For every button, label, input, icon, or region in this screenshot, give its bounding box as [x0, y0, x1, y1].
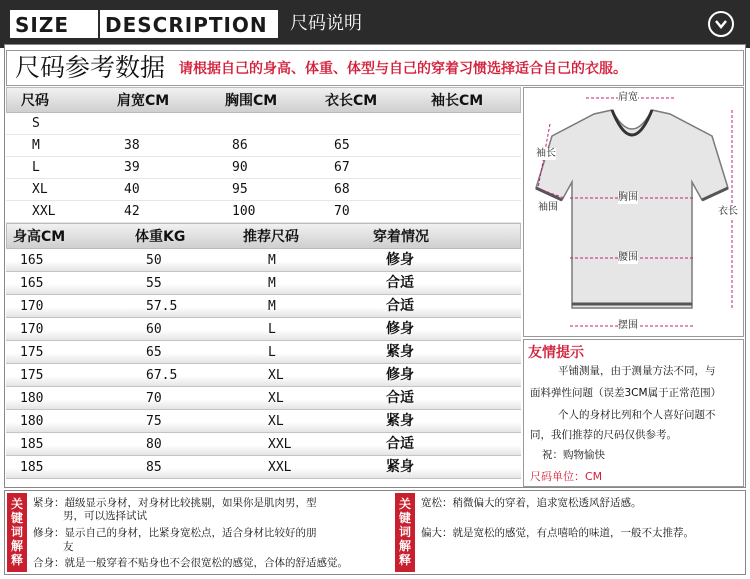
table-row: [6, 318, 521, 341]
col-header: 衣长CM: [325, 93, 378, 109]
table-cell: XL: [32, 182, 48, 197]
table-row: [6, 295, 521, 318]
table-cell: 修身: [386, 321, 414, 337]
table-cell: 合适: [386, 436, 414, 452]
keyword-line: 合身：就是一般穿着不贴身也不会很宽松的感觉，合体的舒适感觉。: [33, 557, 348, 569]
hem-label: 摆围: [618, 320, 638, 331]
table-cell: 38: [124, 138, 140, 153]
table-cell: XL: [268, 368, 284, 383]
chest-label: 胸围: [618, 192, 638, 203]
col-header: 身高CM: [13, 229, 66, 245]
table-cell: 合适: [386, 298, 414, 314]
table-cell: L: [268, 345, 276, 360]
table-cell: 紧身: [386, 413, 414, 429]
table-cell: 合适: [386, 275, 414, 291]
table-cell: 67: [334, 160, 350, 175]
size-unit: 尺码单位：CM: [530, 470, 603, 483]
table-row: [6, 157, 521, 179]
table-row: [6, 456, 521, 479]
table-cell: 90: [232, 160, 248, 175]
table-cell: 修身: [386, 367, 414, 383]
table-cell: 合适: [386, 390, 414, 406]
cuff-label: 袖围: [538, 202, 558, 213]
table-cell: S: [32, 116, 40, 131]
size-table-body: [6, 113, 521, 223]
header-bar: [0, 0, 750, 48]
badge-char: 释: [10, 553, 23, 567]
fit-table-header: [6, 223, 521, 249]
table-cell: 42: [124, 204, 140, 219]
tips-line: 平铺测量，由于测量方法不同，与: [558, 365, 716, 377]
table-cell: 67.5: [146, 368, 178, 383]
table-row: [6, 433, 521, 456]
table-cell: L: [32, 160, 40, 175]
table-cell: 85: [146, 460, 162, 475]
size-tables: [6, 87, 521, 479]
header-title: 尺码说明: [290, 13, 362, 34]
table-row: [6, 135, 521, 157]
table-cell: 185: [20, 437, 44, 452]
table-cell: XL: [268, 391, 284, 406]
table-cell: 57.5: [146, 299, 178, 314]
table-row: [6, 387, 521, 410]
table-cell: 180: [20, 414, 44, 429]
table-row: [6, 341, 521, 364]
sleeve-label: 袖长: [536, 148, 556, 159]
col-header: 体重KG: [135, 229, 186, 245]
table-cell: M: [32, 138, 40, 153]
waist-label: 腰围: [618, 252, 638, 263]
table-row: [6, 364, 521, 387]
table-cell: 86: [232, 138, 248, 153]
tips-line: 祝：购物愉快: [542, 449, 605, 461]
table-cell: 60: [146, 322, 162, 337]
title-note: 请根据自己的身高、体重、体型与自己的穿着习惯选择适合自己的衣服。: [179, 61, 627, 77]
keyword-badge-right: [395, 493, 415, 572]
table-cell: 紧身: [386, 459, 414, 475]
table-cell: 修身: [386, 252, 414, 268]
table-row: [6, 272, 521, 295]
table-cell: 170: [20, 299, 44, 314]
badge-char: 键: [398, 511, 411, 525]
table-cell: 175: [20, 368, 44, 383]
badge-char: 释: [398, 553, 411, 567]
table-cell: 165: [20, 276, 44, 291]
fit-table-body: [6, 249, 521, 479]
table-cell: XXL: [268, 460, 292, 475]
table-cell: 紧身: [386, 344, 414, 360]
badge-char: 关: [10, 497, 23, 511]
badge-char: 词: [398, 525, 411, 539]
table-cell: 40: [124, 182, 140, 197]
tips-line: 个人的身材比列和个人喜好问题不: [558, 409, 716, 421]
badge-char: 解: [398, 539, 411, 553]
badge-char: 解: [10, 539, 23, 553]
table-cell: XXL: [268, 437, 292, 452]
shoulder-label: 肩宽: [618, 92, 638, 103]
table-cell: XXL: [32, 204, 56, 219]
badge-char: 关: [398, 497, 411, 511]
table-cell: XL: [268, 414, 284, 429]
tips-panel: [523, 339, 744, 487]
table-cell: M: [268, 253, 276, 268]
keyword-line: 修身：显示自己的身材，比紧身宽松点，适合身材比较好的朋: [33, 527, 317, 539]
table-row: [6, 410, 521, 433]
keyword-line: 宽松：稍微偏大的穿着，追求宽松透风舒适感。: [421, 497, 642, 509]
size-word: SIZE: [10, 10, 98, 38]
table-cell: 185: [20, 460, 44, 475]
table-cell: 65: [146, 345, 162, 360]
col-header: 胸围CM: [225, 93, 278, 109]
tips-line: 面料弹性问题（误差3CM属于正常范围）: [530, 387, 722, 399]
table-cell: L: [268, 322, 276, 337]
table-cell: 70: [146, 391, 162, 406]
table-row: [6, 201, 521, 223]
col-header: 袖长CM: [431, 93, 484, 109]
table-cell: 68: [334, 182, 350, 197]
tips-line: 同，我们推荐的尺码仅供参考。: [530, 429, 677, 441]
keyword-line: 男，可以选择试试: [63, 510, 147, 522]
table-cell: 80: [146, 437, 162, 452]
badge-char: 键: [10, 511, 23, 525]
page-title: 尺码参考数据: [15, 53, 166, 82]
tshirt-diagram: [523, 87, 744, 337]
size-table-header: [6, 87, 521, 113]
keyword-badge-left: [7, 493, 27, 572]
keyword-line: 紧身：超级显示身材，对身材比较挑剔，如果你是肌肉男，型: [33, 497, 317, 509]
table-cell: M: [268, 299, 276, 314]
table-cell: M: [268, 276, 276, 291]
table-row: [6, 113, 521, 135]
col-header: 尺码: [21, 93, 49, 109]
chevron-down-icon[interactable]: [708, 11, 734, 37]
length-label: 衣长: [718, 206, 738, 217]
keyword-panel: [4, 490, 746, 575]
table-cell: 70: [334, 204, 350, 219]
table-cell: 170: [20, 322, 44, 337]
tips-title: 友情提示: [528, 345, 584, 361]
table-cell: 55: [146, 276, 162, 291]
table-cell: 50: [146, 253, 162, 268]
col-header: 肩宽CM: [117, 93, 170, 109]
table-cell: 165: [20, 253, 44, 268]
title-row: [6, 50, 744, 86]
table-cell: 100: [232, 204, 256, 219]
keyword-line: 偏大：就是宽松的感觉，有点嘻哈的味道，一般不太推荐。: [421, 527, 694, 539]
badge-char: 词: [10, 525, 23, 539]
table-cell: 175: [20, 345, 44, 360]
table-cell: 75: [146, 414, 162, 429]
keyword-line: 友: [63, 541, 74, 553]
table-cell: 39: [124, 160, 140, 175]
table-cell: 65: [334, 138, 350, 153]
description-word: DESCRIPTION: [100, 10, 278, 38]
table-row: [6, 179, 521, 201]
table-row: [6, 249, 521, 272]
table-cell: 95: [232, 182, 248, 197]
col-header: 推荐尺码: [243, 229, 299, 245]
table-cell: 180: [20, 391, 44, 406]
col-header: 穿着情况: [373, 229, 429, 245]
